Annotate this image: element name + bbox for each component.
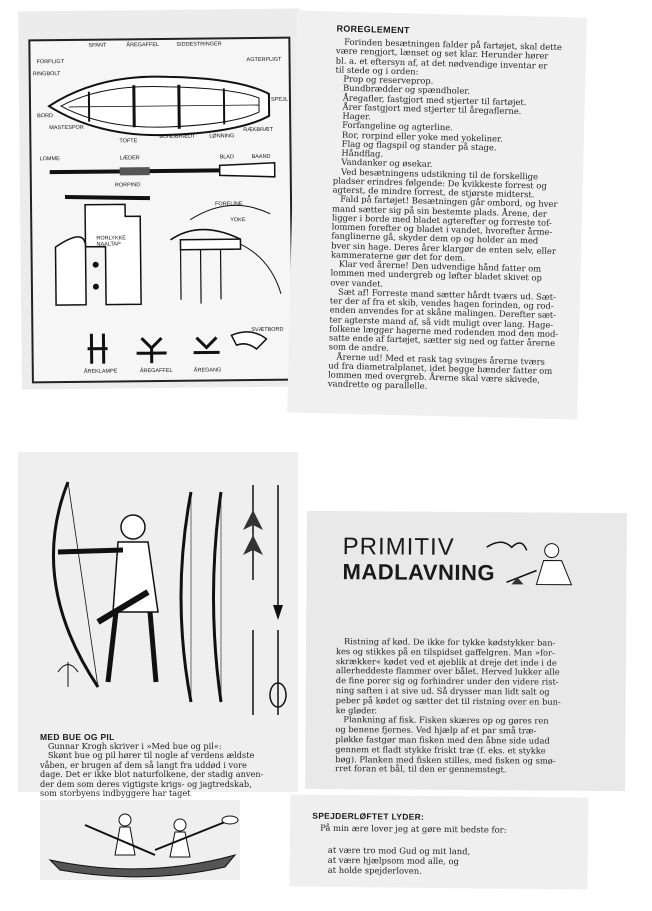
cooking-title-2: MADLAVNING [342, 559, 496, 586]
roreglement-body: Forinden besætningen falder på fartøjet, skal dette være rengjort, lænset og set klar. Herunder hører bl. a. et eftersyn af, at det nødvendige inventar er til stede og i orden: Prop og reserveprop. Bundbrædder og spændholer. Åregafler, fastgjort med stjerter til fartøjet. Årer fastgjort med stjerter til åregaflerne. Hager. Forfangeline og agterline. Ror, rorpind eller yoke med yokeliner. Flag og flagspil og stander på stage. Håndflag. Vandanker og øsekar. Ved besætningens udstikning til de forskellige pladser erindres følgende: De kvikkeste forrest og agterst, de mindre forrest, de stjørste midterst. Fald på fartøjet! Besætningen går ombord, og hver mand sætter sig på sin bestemte plads. Årene, der ligger i borde med bladet agterefter og forreste tof- lommen forefter og bladet i vandet, hvorefter årme- fanglinerne gå, skyder dem op og holder an med bver sin hage. Deres årer klargør de enten selv, eller kammeraterne gør det for dem. Klar ved årerne! Den udvendige hånd fatter om lommen med undergreb og løfter bladet skivet op over vandet. Sæt af! Forreste mand sætter hårdt tværs ud. Sæt- ter der af fra et skib, vendes hagen forinden, og rod- enden anvendes for at skåne malingen. Derefter sæt- ter agterste mand af, så vidt muligt over lang. Hage- folkene lægger hagerne med rodenden mod den mod- satte ende af fartøjet, sætter sig ned og fatter årerne som de andre. Årerne ud! Med et rask tag svinges årerne tværs ud fra diametralplanet, idet begge hænder fatter om lommen med overgreb. Årerne skal være skivede, vandrette og parallelle. [327, 36, 563, 392]
label-baand: BAAND [251, 153, 271, 161]
scout-promise-lines: at være tro mod Gud og mit land, at være hjælpsom mod alle, og at holde spejderloven. [319, 844, 471, 877]
campfire-illustration [481, 532, 581, 593]
label-rorpind: RORPIND [114, 182, 141, 189]
label-svaetbord: SVÆTBORD [251, 326, 284, 334]
archery-body: Gunnar Krogh skriver i »Med bue og pil«: Skønt bue og pil hører til nogle af verdens ældste våben, er brugen af dem så langt fra uddød i vore dage. Det er ikke blot naturfolkene, der stadig anven- der dem som deres vigtigste krigs- og jagtredskab, som storbyens indbyggere har taget [40, 741, 264, 799]
cooking-clipping [305, 511, 627, 791]
label-bundbraedt: BUNDBRÆDT [159, 133, 196, 141]
roreglement-clipping [287, 11, 587, 420]
label-forpligt: FORPLIGT [36, 59, 65, 66]
canoe-clipping [40, 800, 240, 880]
cooking-title-1: PRIMITIV [342, 533, 455, 561]
scout-promise-intro: På min ære lover jeg at gøre mit bedste for: [312, 822, 507, 835]
scout-promise-clipping [290, 794, 589, 889]
label-spant: SPANT [88, 42, 107, 49]
bows-illustration [176, 482, 246, 712]
canoe-illustration [45, 805, 240, 880]
label-ringbolt: RINGBOLT [32, 71, 61, 78]
archery-heading: MED BUE OG PIL [40, 732, 115, 742]
label-aaregang: ÅREGANG [193, 367, 222, 374]
label-aaregaffel-2: ÅREGAFFEL [139, 367, 173, 375]
label-bord: BORD [37, 113, 54, 120]
oar-illustration [40, 159, 280, 184]
label-foreline: FORELINE [215, 201, 243, 208]
label-mastespor: MASTESPOR [49, 124, 84, 132]
cooking-body: Ristning af kød. De ikke for tykke kødstykker ban- kes og stikkes på en tilspidset gaffelgren. Man »for- skrækker« kødet ved et øjeblik at dreje det inde i de allerheddeste flammer over bålet. Herved lukker alle de fine porer sig og forhindrer under den videre rist- ning saften i at sive ud. Så drysser man lidt salt og peber på kødet og sætter det til ristning over en bun- ke gløder. Plankning af fisk. Fisken skæres op og gøres ren og benene fjernes. Ved hjælp af et par små træ- pløkke fastgør man fisken med den åbne side udad gennem et fladt stykke friskt træ (f. eks. et stykke bøg). Planken med fisken stilles, med fisken og smø- rret foran et bål, til den er gennemstegt. [335, 636, 561, 775]
label-lonning: LØNNING [209, 133, 235, 140]
label-siddestringer: SIDDESTRINGER [176, 41, 222, 48]
archer-illustration [38, 472, 178, 692]
label-tofte: TOFTE [119, 138, 138, 145]
label-aaregaffel: ÅREGAFFEL [126, 42, 160, 49]
label-blad: BLAD [219, 154, 234, 161]
label-agterpligt: AGTERPLIGT [246, 56, 282, 64]
archery-clipping [18, 452, 298, 799]
label-lomme: LOMME [39, 156, 60, 163]
roreglement-heading: ROREGLEMENT [336, 23, 410, 36]
scout-promise-heading: SPEJDERLØFTET LYDER: [312, 810, 425, 822]
label-rorlykke: RORLYKKE NAALTAP [96, 235, 126, 248]
label-spejl: SPEJL [270, 96, 288, 103]
rowing-diagram-clipping [18, 9, 304, 390]
label-laeder: LÆDER [119, 155, 140, 162]
label-raekbraet: RÆKBRÆT [243, 126, 273, 134]
label-aareklampe: ÅREKLAMPE [83, 368, 118, 375]
arrows-illustration [238, 480, 293, 720]
label-yoke: YOKE [230, 217, 246, 224]
yoke-illustration [160, 199, 291, 310]
